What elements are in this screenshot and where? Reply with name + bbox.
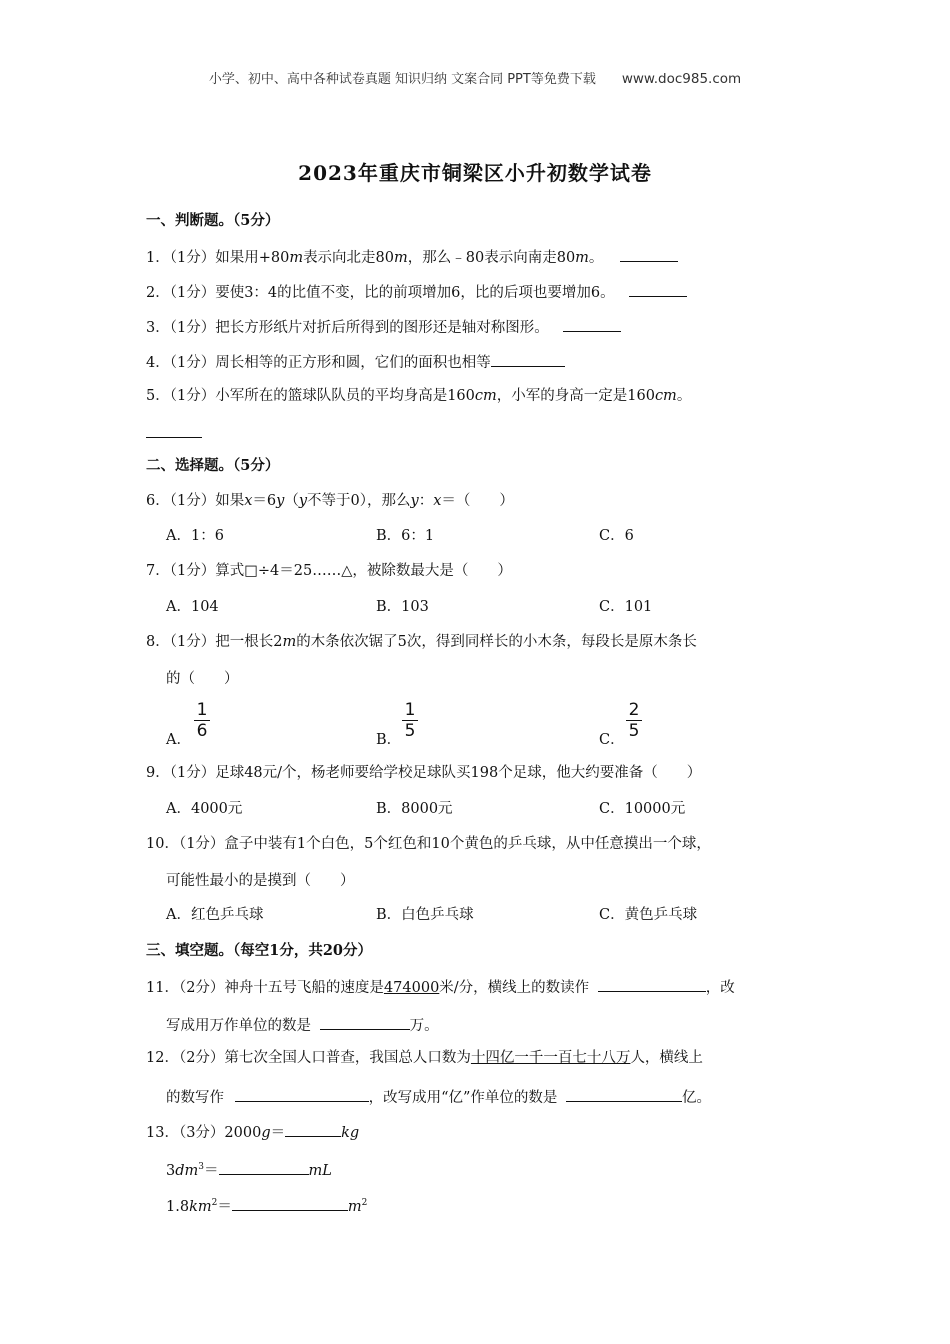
question-11: 11．（2分）神舟十五号飞船的速度是474000米/分，横线上的数读作 ，改 xyxy=(146,976,735,998)
fraction-b: 1 5 xyxy=(402,701,418,740)
option-c[interactable]: C．10000元 xyxy=(599,801,686,817)
question-12-line2: 的数写作 ，改写成用“亿”作单位的数是 亿。 xyxy=(166,1086,711,1108)
question-12: 12．（2分）第七次全国人口普查，我国总人口数为十四亿一千一百七十八万人，横线上 xyxy=(146,1050,703,1066)
option-c[interactable]: C． xyxy=(599,732,625,748)
header-text: 小学、初中、高中各种试卷真题 知识归纳 文案合同 PPT等免费下载 xyxy=(208,72,596,87)
question-3: 3．（1分）把长方形纸片对折后所得到的图形还是轴对称图形。 xyxy=(146,316,621,338)
question-5: 5．（1分）小军所在的篮球队队员的平均身高是160cm，小军的身高一定是160cm。 xyxy=(146,388,692,404)
section-title: 一、判断题。（5分） xyxy=(146,212,280,229)
answer-blank[interactable] xyxy=(146,422,202,438)
option-b[interactable]: B．6：1 xyxy=(376,528,435,544)
answer-blank[interactable] xyxy=(620,246,678,262)
answer-blank[interactable] xyxy=(563,316,621,332)
question-10: 10．（1分）盒子中装有1个白色，5个红色和10个黄色的乒乓球，从中任意摸出一个球， xyxy=(146,836,711,852)
answer-blank[interactable] xyxy=(491,351,565,367)
answer-blank[interactable] xyxy=(320,1014,410,1030)
question-10-line2: 可能性最小的是摸到（ ） xyxy=(166,873,355,889)
question-8: 8．（1分）把一根长2m的木条依次锯了5次，得到同样长的小木条，每段长是原木条长 xyxy=(146,634,697,650)
option-b[interactable]: B．白色乒乓球 xyxy=(376,907,474,923)
question-4: 4．（1分）周长相等的正方形和圆，它们的面积也相等 xyxy=(146,351,565,373)
page-header xyxy=(0,68,950,87)
header-url[interactable]: www.doc985.com xyxy=(621,71,742,87)
option-a[interactable]: A． xyxy=(166,732,191,748)
section-title: 三、填空题。（每空1分，共20分） xyxy=(146,942,373,959)
answer-blank[interactable] xyxy=(285,1121,341,1137)
option-a[interactable]: A．1：6 xyxy=(166,528,224,544)
answer-blank[interactable] xyxy=(232,1195,348,1211)
answer-blank[interactable] xyxy=(629,281,687,297)
question-2: 2．（1分）要使3：4的比值不变，比的前项增加6，比的后项也要增加6。 xyxy=(146,281,687,303)
option-a[interactable]: A．104 xyxy=(166,599,219,615)
answer-blank[interactable] xyxy=(219,1159,309,1175)
answer-blank[interactable] xyxy=(235,1086,369,1102)
question-9: 9．（1分）足球48元/个，杨老师要给学校足球队买198个足球，他大约要准备（ ） xyxy=(146,765,702,781)
question-8-line2: 的（ ） xyxy=(166,671,239,687)
answer-blank[interactable] xyxy=(566,1086,682,1102)
question-11-line2: 写成用万作单位的数是 万。 xyxy=(166,1014,439,1036)
section-title: 二、选择题。（5分） xyxy=(146,457,280,474)
fraction-c: 2 5 xyxy=(626,701,642,740)
question-1: 1．（1分）如果用+80m表示向北走80m，那么﹣80表示向南走80m。 xyxy=(146,246,678,268)
question-13-line3: $1.8km^2= m^2$ xyxy=(166,1193,367,1217)
option-c[interactable]: C．101 xyxy=(599,599,653,615)
option-b[interactable]: B．8000元 xyxy=(376,801,453,817)
option-a[interactable]: A．红色乒乓球 xyxy=(166,907,264,923)
answer-blank[interactable] xyxy=(598,976,706,992)
fraction-a: 1 6 xyxy=(194,701,210,740)
question-13-line2: $3dm^3=$ mL xyxy=(166,1157,332,1181)
option-b[interactable]: B． xyxy=(376,732,402,748)
question-13: 13．（3分）2000g＝ kg xyxy=(146,1121,359,1143)
option-b[interactable]: B．103 xyxy=(376,599,429,615)
question-7: 7．（1分）算式□÷4＝25……△，被除数最大是（ ） xyxy=(146,563,512,579)
option-c[interactable]: C．黄色乒乓球 xyxy=(599,907,698,923)
option-c[interactable]: C．6 xyxy=(599,528,634,544)
page-title: 2023年重庆市铜梁区小升初数学试卷 xyxy=(298,161,652,185)
option-a[interactable]: A．4000元 xyxy=(166,801,243,817)
question-5-blank-line xyxy=(146,422,202,444)
question-6: 6．（1分）如果x＝6y（y不等于0），那么y：x＝（ ） xyxy=(146,493,514,509)
